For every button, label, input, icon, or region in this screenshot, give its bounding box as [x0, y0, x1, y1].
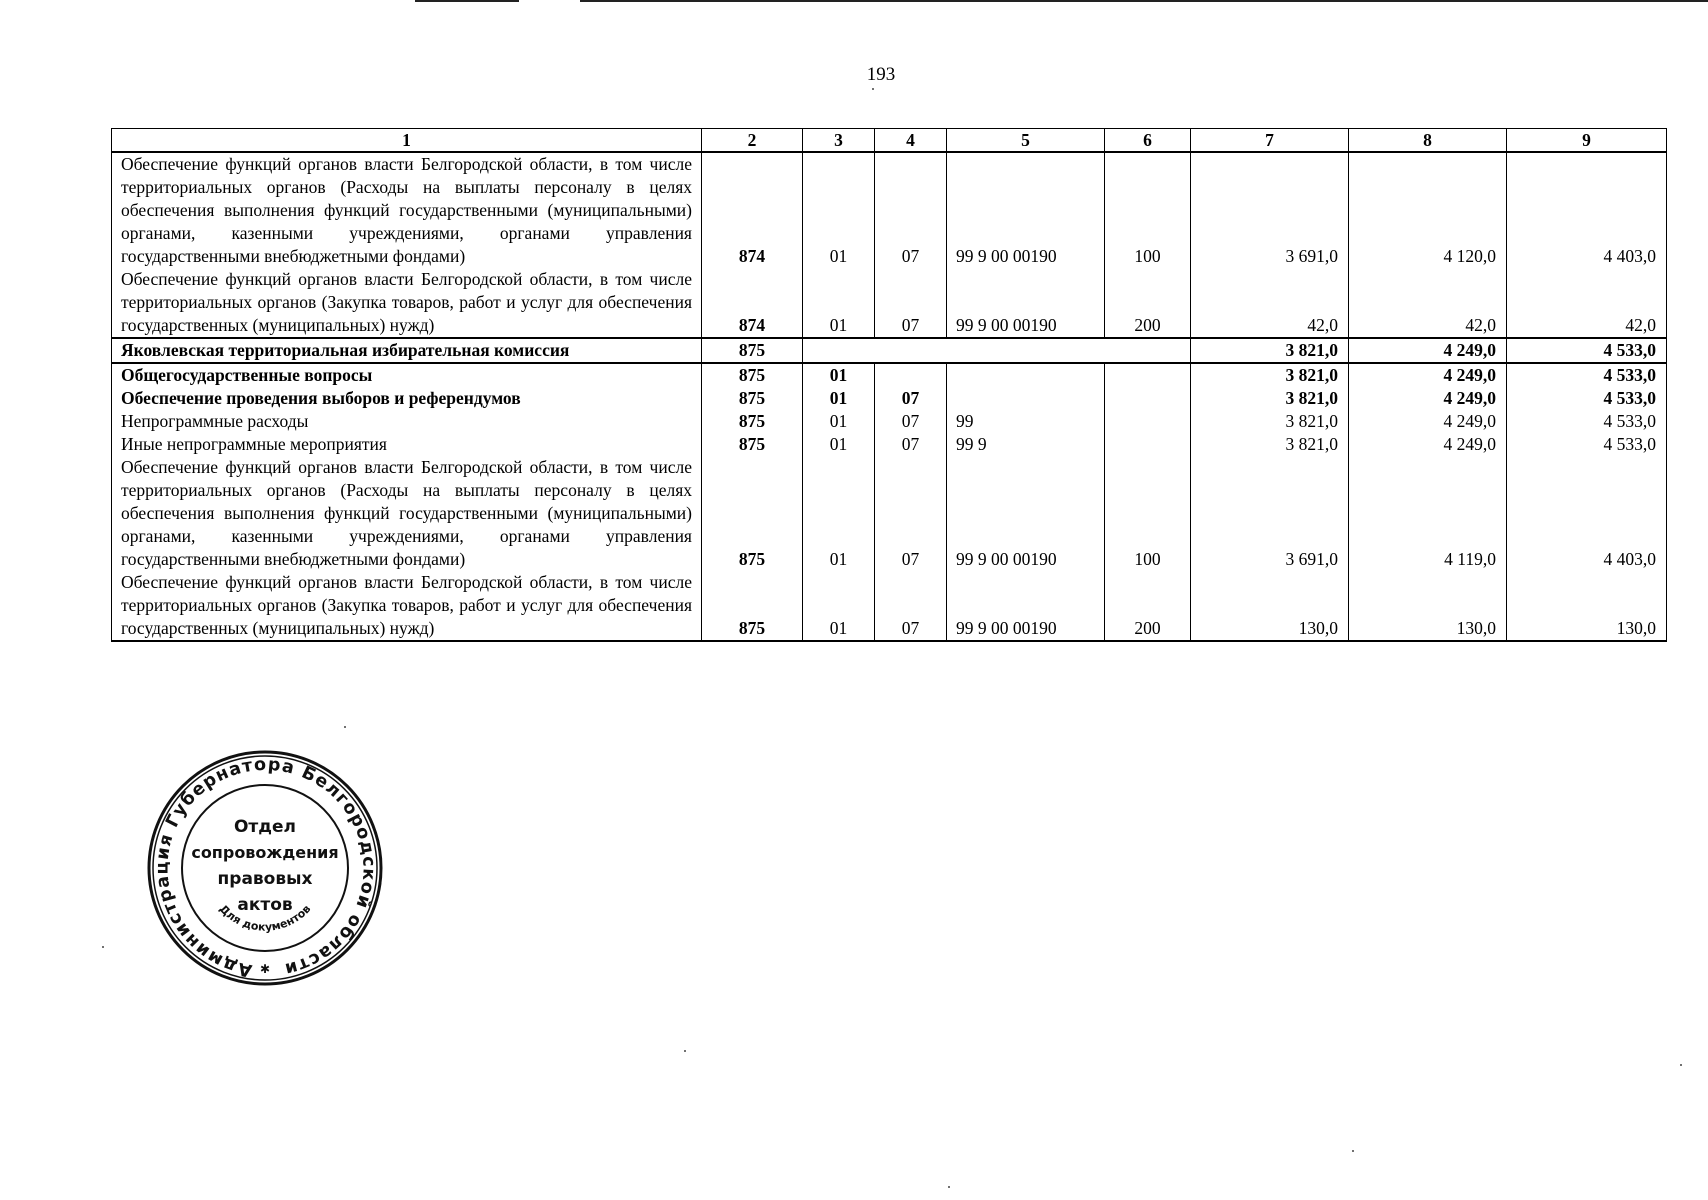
row-value-1: 3 821,0 — [1191, 410, 1349, 433]
row-name: Обеспечение функций органов власти Белгородской области, в том числе территориальных органов (Расходы на выплаты персоналу в целях обеспечения выполнения функций государственными (муниципальными) органами, казенными учреждениями, органами управления государственными внебюджетными фондами) — [112, 152, 702, 268]
row-value-1: 130,0 — [1191, 571, 1349, 641]
row-value-1: 3 821,0 — [1191, 363, 1349, 387]
page-number: 193 — [866, 64, 896, 85]
row-value-1: 3 821,0 — [1191, 387, 1349, 410]
row-name: Яковлевская территориальная избирательная комиссия — [112, 338, 702, 363]
table-row — [112, 152, 1667, 268]
row-pr: 07 — [875, 152, 947, 268]
row-pr: 07 — [875, 433, 947, 456]
header-cell: 5 — [947, 129, 1105, 153]
stamp-bottom-text-path: Для документов — [216, 902, 314, 934]
stamp-line-1: Отдел — [233, 817, 297, 837]
row-rz: 01 — [803, 433, 875, 456]
row-gr: 874 — [702, 152, 803, 268]
row-csr: 99 9 00 00190 — [947, 152, 1105, 268]
row-pr: 07 — [875, 571, 947, 641]
row-csr: 99 9 00 00190 — [947, 268, 1105, 338]
row-pr: 07 — [875, 410, 947, 433]
row-vr: 200 — [1105, 268, 1191, 338]
row-value-3: 4 403,0 — [1507, 152, 1667, 268]
row-value-3: 4 533,0 — [1507, 363, 1667, 387]
row-value-2: 4 119,0 — [1349, 456, 1507, 571]
row-vr — [1105, 338, 1191, 363]
scan-speck — [948, 1186, 950, 1188]
row-name: Обеспечение функций органов власти Белгородской области, в том числе территориальных органов (Закупка товаров, работ и услуг для обеспечения государственных (муниципальных) нужд) — [112, 268, 702, 338]
row-vr: 200 — [1105, 571, 1191, 641]
scan-speck — [344, 726, 346, 728]
row-name: Обеспечение проведения выборов и референдумов — [112, 387, 702, 410]
row-value-1: 3 691,0 — [1191, 152, 1349, 268]
stamp-outer-text-path: Администрация Губернатора Белгородской области — [152, 754, 379, 981]
row-value-3: 130,0 — [1507, 571, 1667, 641]
stamp-line-3: правовых — [217, 869, 313, 889]
table-row — [112, 433, 1667, 456]
stamp-star-icon: ✱ — [259, 962, 271, 976]
row-gr: 874 — [702, 268, 803, 338]
table-row — [112, 338, 1667, 363]
row-value-2: 4 249,0 — [1349, 363, 1507, 387]
header-cell: 4 — [875, 129, 947, 153]
row-gr: 875 — [702, 363, 803, 387]
row-rz: 01 — [803, 268, 875, 338]
scan-speck — [102, 946, 104, 948]
row-pr: 07 — [875, 387, 947, 410]
row-value-3: 4 533,0 — [1507, 410, 1667, 433]
row-value-2: 4 249,0 — [1349, 387, 1507, 410]
row-rz — [803, 338, 875, 363]
row-gr: 875 — [702, 433, 803, 456]
header-cell: 6 — [1105, 129, 1191, 153]
row-vr — [1105, 387, 1191, 410]
row-value-2: 130,0 — [1349, 571, 1507, 641]
scan-speck — [684, 1050, 686, 1052]
scan-speck — [1680, 1064, 1682, 1066]
row-vr — [1105, 433, 1191, 456]
table-row — [112, 363, 1667, 387]
row-value-1: 3 691,0 — [1191, 456, 1349, 571]
row-csr — [947, 363, 1105, 387]
header-cell: 1 — [112, 129, 702, 153]
row-csr — [947, 338, 1105, 363]
header-cell: 7 — [1191, 129, 1349, 153]
row-csr: 99 9 00 00190 — [947, 456, 1105, 571]
row-name: Непрограммные расходы — [112, 410, 702, 433]
row-csr: 99 9 00 00190 — [947, 571, 1105, 641]
table-row — [112, 268, 1667, 338]
row-value-2: 42,0 — [1349, 268, 1507, 338]
header-cell: 8 — [1349, 129, 1507, 153]
row-value-3: 4 403,0 — [1507, 456, 1667, 571]
row-vr: 100 — [1105, 152, 1191, 268]
budget-table — [111, 128, 1667, 642]
row-value-1: 3 821,0 — [1191, 433, 1349, 456]
row-name: Обеспечение функций органов власти Белгородской области, в том числе территориальных органов (Закупка товаров, работ и услуг для обеспечения государственных (муниципальных) нужд) — [112, 571, 702, 641]
header-cell: 9 — [1507, 129, 1667, 153]
row-csr — [947, 387, 1105, 410]
row-name: Иные непрограммные мероприятия — [112, 433, 702, 456]
row-value-3: 4 533,0 — [1507, 433, 1667, 456]
top-edge-line — [415, 0, 519, 2]
header-cell: 2 — [702, 129, 803, 153]
row-value-2: 4 249,0 — [1349, 410, 1507, 433]
stamp-line-4: актов — [237, 895, 293, 915]
stamp-outer-ring — [149, 752, 381, 984]
row-pr — [875, 363, 947, 387]
row-value-3: 4 533,0 — [1507, 387, 1667, 410]
row-pr — [875, 338, 947, 363]
row-gr: 875 — [702, 387, 803, 410]
scan-speck — [1352, 1150, 1354, 1152]
table-header — [112, 129, 1667, 153]
row-pr: 07 — [875, 268, 947, 338]
table-row — [112, 410, 1667, 433]
row-csr: 99 9 — [947, 433, 1105, 456]
table-row — [112, 571, 1667, 641]
row-name: Обеспечение функций органов власти Белгородской области, в том числе территориальных органов (Расходы на выплаты персоналу в целях обеспечения выполнения функций государственными (муниципальными) органами, казенными учреждениями, органами управления государственными внебюджетными фондами) — [112, 456, 702, 571]
table-row — [112, 387, 1667, 410]
row-gr: 875 — [702, 338, 803, 363]
row-pr: 07 — [875, 456, 947, 571]
row-value-1: 3 821,0 — [1191, 338, 1349, 363]
stamp-line-2: сопровождения — [191, 843, 339, 862]
row-rz: 01 — [803, 387, 875, 410]
row-rz: 01 — [803, 363, 875, 387]
row-value-3: 42,0 — [1507, 268, 1667, 338]
row-csr: 99 — [947, 410, 1105, 433]
row-value-2: 4 120,0 — [1349, 152, 1507, 268]
row-gr: 875 — [702, 410, 803, 433]
row-gr: 875 — [702, 456, 803, 571]
row-rz: 01 — [803, 456, 875, 571]
official-stamp — [145, 748, 385, 988]
row-gr: 875 — [702, 571, 803, 641]
row-rz: 01 — [803, 571, 875, 641]
row-vr — [1105, 410, 1191, 433]
row-name: Общегосударственные вопросы — [112, 363, 702, 387]
row-rz: 01 — [803, 152, 875, 268]
table-row — [112, 456, 1667, 571]
row-vr: 100 — [1105, 456, 1191, 571]
row-value-3: 4 533,0 — [1507, 338, 1667, 363]
scan-speck — [872, 88, 874, 90]
header-cell: 3 — [803, 129, 875, 153]
row-value-2: 4 249,0 — [1349, 338, 1507, 363]
row-value-2: 4 249,0 — [1349, 433, 1507, 456]
row-value-1: 42,0 — [1191, 268, 1349, 338]
row-vr — [1105, 363, 1191, 387]
row-rz: 01 — [803, 410, 875, 433]
top-edge-line — [580, 0, 1708, 2]
